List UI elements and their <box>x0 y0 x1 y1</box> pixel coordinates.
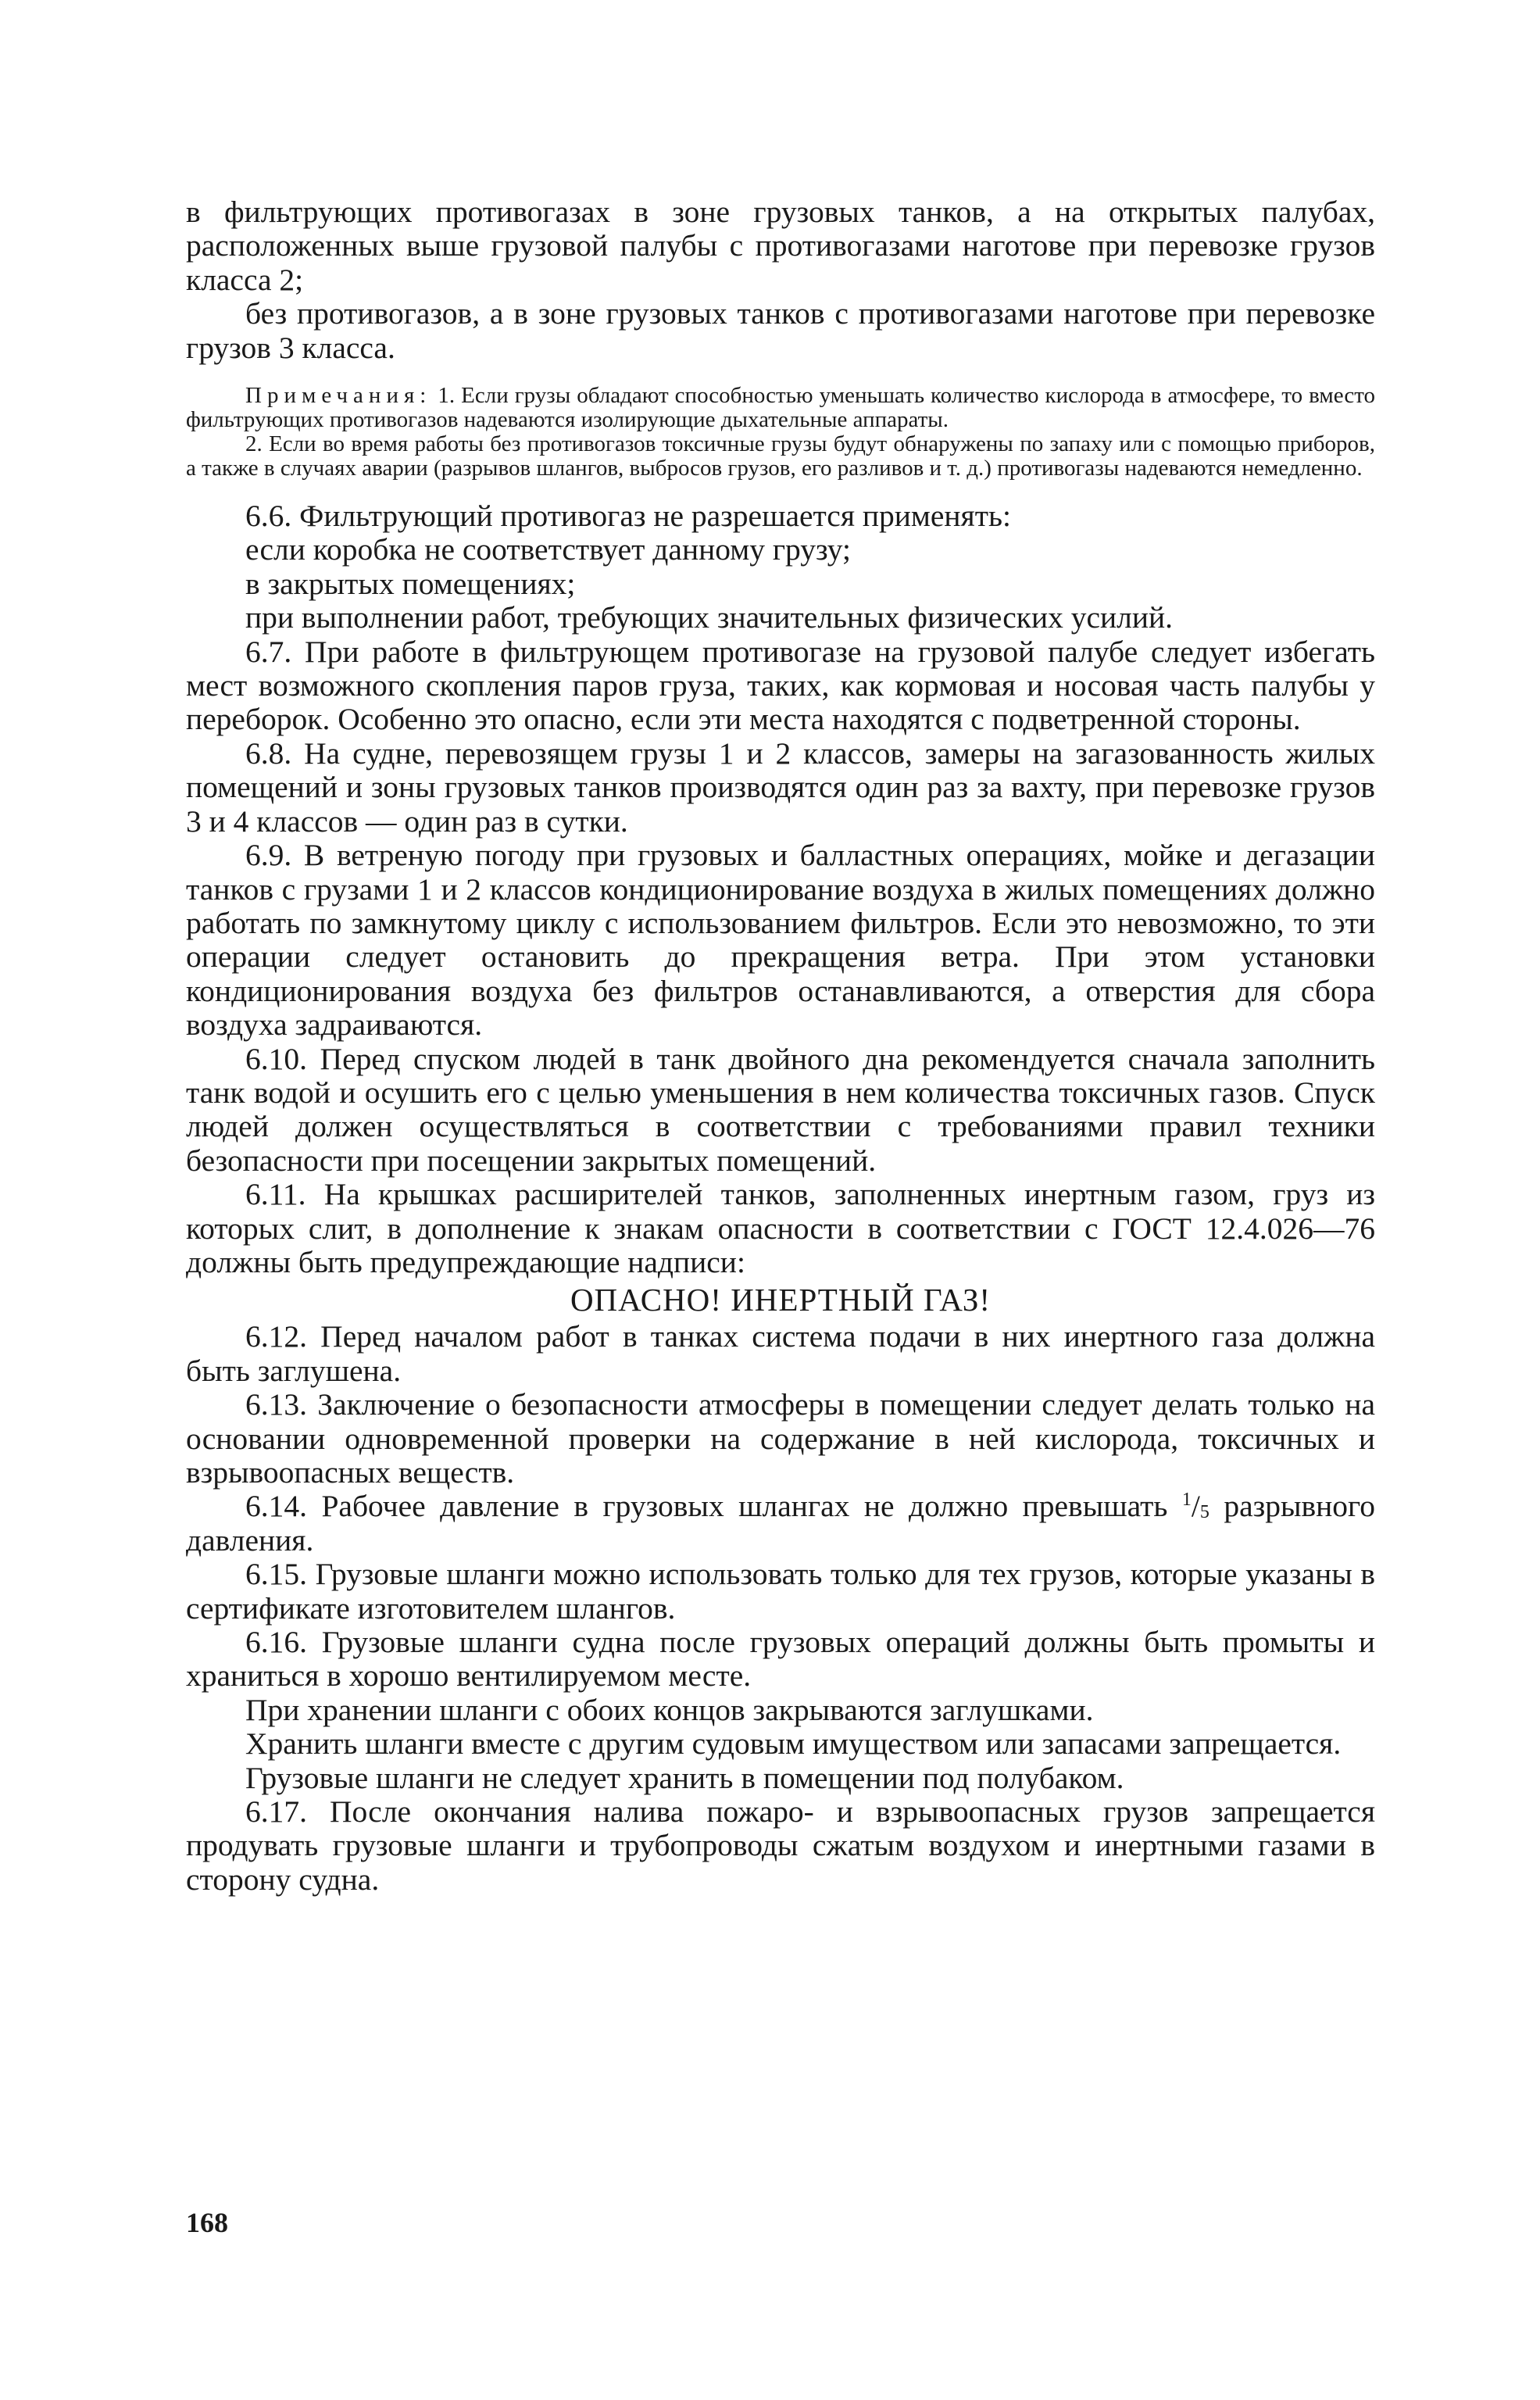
paragraph-6-6-item-2: в закрытых помещениях; <box>245 566 576 601</box>
paragraph-6-11: 6.11. На крышках расширителей танков, заполненных инертным газом, груз из которых слит, в дополнение к знакам опасности в соответствии с ГОСТ 12.4.026—76 должны быть предупреждающие надписи: <box>186 1177 1375 1279</box>
paragraph-6-7: 6.7. При работе в фильтрующем противогазе на грузовой палубе следует избегать мест возможного скопления паров груза, таких, как кормовая и носовая часть палубы у переборок. Особенно это опасно, если эти места находятся с подветренной стороны. <box>186 634 1375 737</box>
paragraph-hose-storage-caps: При хранении шланги с обоих концов закрываются заглушками. <box>245 1692 1094 1727</box>
paragraph-hose-forecastle: Грузовые шланги не следует хранить в помещении под полубаком. <box>245 1760 1124 1795</box>
fraction-numerator: 1 <box>1181 1490 1192 1511</box>
paragraph-6-14-text: 6.14. Рабочее давление в грузовых шлангах не должно превышать <box>245 1489 1168 1524</box>
warning-sign-text: ОПАСНО! ИНЕРТНЫЙ ГАЗ! <box>570 1282 992 1318</box>
paragraph-6-12: 6.12. Перед началом работ в танках система подачи в них инертного газа должна быть заглушена. <box>186 1319 1375 1388</box>
paragraph-6-8: 6.8. На судне, перевозящем грузы 1 и 2 классов, замеры на загазованность жилых помещений и зоны грузовых танков производятся один раз за вахту, при перевозке грузов 3 и 4 классов — один раз в сутки. <box>186 735 1375 839</box>
paragraph-6-10: 6.10. Перед спуском людей в танк двойного дна рекомендуется сначала заполнить танк водой и осушить его с целью уменьшения в нем количества токсичных газов. Спуск людей должен осуществляться в соответствии с требованиями правил техники безопасности при посещении закрытых помещений. <box>186 1041 1375 1178</box>
document-page <box>186 195 1375 1897</box>
notes-block <box>186 384 1375 481</box>
paragraph-6-13: 6.13. Заключение о безопасности атмосферы в помещении следует делать только на основании одновременной проверки на содержание в ней кислорода, токсичных и взрывоопасных веществ. <box>186 1387 1375 1490</box>
notes-heading: Примечания: <box>245 383 432 409</box>
paragraph-hose-storage-prohibited: Хранить шланги вместе с другим судовым имуществом или запасами запрещается. <box>245 1726 1342 1762</box>
note-2: 2. Если во время работы без противогазов токсичные грузы будут обнаружены по запаху или с помощью приборов, а также в случаях аварии (разрывов шлангов, выбросов грузов, его разливов и т. д.) противогазы надеваются немедленно. <box>186 431 1375 481</box>
paragraph-gas-masks-class-2: в фильтрующих противогазах в зоне грузовых танков, а на открытых палубах, расположенных выше грузовой палубы с противогазами наготове при перевозке грузов класса 2; <box>186 195 1375 297</box>
paragraph-6-6-item-3: при выполнении работ, требующих значительных физических усилий. <box>245 600 1173 635</box>
paragraph-6-9: 6.9. В ветреную погоду при грузовых и балластных операциях, мойке и дегазации танков с грузами 1 и 2 классов кондиционирование воздуха в жилых помещениях должно работать по замкнутому циклу с использованием фильтров. Если это невозможно, то эти операции следует остановить до прекращения ветра. При этом установки кондиционирования воздуха без фильтров останавливаются, а отверстия для сбора воздуха задраиваются. <box>186 838 1375 1043</box>
paragraph-6-14 <box>186 1490 1375 1558</box>
paragraph-no-gas-masks-class-3: без противогазов, а в зоне грузовых танков с противогазами наготове при перевозке грузов 3 класса. <box>186 296 1375 365</box>
paragraph-6-14-tail: разрывного давления. <box>186 1489 1375 1558</box>
paragraph-6-17: 6.17. После окончания налива пожаро- и взрывоопасных грузов запрещается продувать грузовые шланги и трубопроводы сжатым воздухом и инертными газами в сторону судна. <box>186 1794 1375 1897</box>
paragraph-6-6: 6.6. Фильтрующий противогаз не разрешается применять: <box>245 499 1011 534</box>
page-number: 168 <box>186 2207 228 2238</box>
note-1 <box>186 384 1375 432</box>
fraction-denominator: 5 <box>1199 1502 1209 1523</box>
fraction-one-fifth: $^1/_5$ <box>1181 1489 1209 1524</box>
paragraph-6-15: 6.15. Грузовые шланги можно использовать только для тех грузов, которые указаны в сертификате изготовителем шлангов. <box>186 1557 1375 1626</box>
paragraph-6-6-item-1: если коробка не соответствует данному грузу; <box>245 532 851 567</box>
note-1-text: 1. Если грузы обладают способностью уменьшать количество кислорода в атмосфере, то вместо фильтрующих противогазов надеваются изолирующие дыхательные аппараты. <box>186 383 1375 433</box>
paragraph-6-16: 6.16. Грузовые шланги судна после грузовых операций должны быть промыты и храниться в хорошо вентилируемом месте. <box>186 1625 1375 1694</box>
